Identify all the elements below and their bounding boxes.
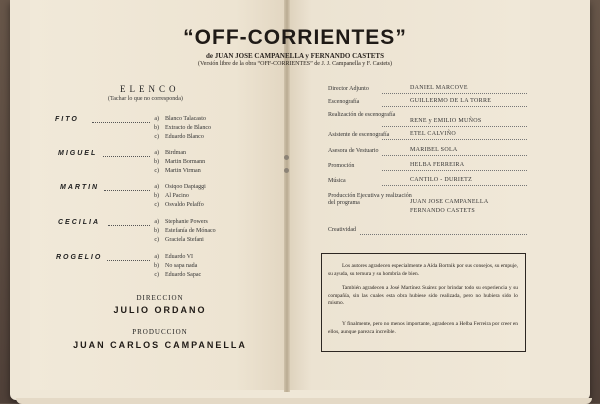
cast-option: a) Stephanie Powers bbox=[154, 219, 208, 225]
credit-name: HELBA FERREIRA bbox=[410, 162, 465, 168]
dotted-leader bbox=[382, 106, 527, 107]
direction-label: DIRECCION bbox=[136, 294, 184, 302]
cast-option: c) Osvaldo Pelaffo bbox=[154, 202, 204, 208]
dotted-leader bbox=[382, 93, 527, 94]
director-name: JULIO ORDANO bbox=[113, 305, 207, 315]
dotted-leader bbox=[382, 170, 527, 171]
credit-role: Creatividad bbox=[328, 227, 356, 233]
credit-role: Asesora de Vestuario bbox=[328, 148, 379, 154]
dotted-leader bbox=[382, 139, 527, 140]
credit-role: Realización de escenografía bbox=[328, 112, 396, 118]
credit-name: GUILLERMO DE LA TORRE bbox=[410, 98, 492, 104]
cast-option: b) Martin Bormann bbox=[154, 159, 206, 165]
credit-role: Producción Ejecutiva y realización del programa bbox=[328, 193, 412, 206]
acknowledgement-paragraph: También agradecen a José Martínez Suárez por brindar todo su experiencia y su compañía, sin las cuales esta obra hubiese sido realizada, pero no hubiera sido lo mismo. bbox=[328, 285, 518, 306]
credit-role: Música bbox=[328, 178, 346, 184]
cast-option: a) Blanco Talacasto bbox=[154, 116, 206, 122]
cast-option: c) Eduardo Sapac bbox=[154, 272, 202, 278]
cast-option: c) Graciela Stefani bbox=[154, 237, 204, 243]
staple bbox=[284, 155, 289, 160]
cast-option: b) Estefanía de Mónaco bbox=[154, 228, 216, 234]
credit-role: Asistente de escenografía bbox=[328, 132, 390, 138]
version-note: (Versión libre de la obra “OFF-CORRIENTES” de J. J. Campanella y F. Castets) bbox=[198, 61, 392, 67]
producer-name: JUAN CARLOS CAMPANELLA bbox=[73, 340, 247, 350]
credit-name: ETEL CALVIÑO bbox=[410, 131, 456, 137]
dotted-leader bbox=[382, 126, 527, 127]
dotted-leader bbox=[92, 122, 150, 123]
dotted-leader bbox=[108, 225, 150, 226]
credit-name: JUAN JOSE CAMPANELLA bbox=[410, 199, 489, 205]
cast-option: a) Eduardo VI bbox=[154, 254, 194, 260]
character-name: FITO bbox=[55, 116, 79, 123]
character-name: CECILIA bbox=[58, 219, 100, 226]
cast-option: a) Osiqoo Dapiaggi bbox=[154, 184, 206, 190]
cast-option: b) No sapa nada bbox=[154, 263, 198, 269]
credit-name: RENE y EMILIO MUÑOS bbox=[410, 118, 482, 124]
staple bbox=[284, 168, 289, 173]
dotted-leader bbox=[104, 190, 150, 191]
production-label: PRODUCCION bbox=[132, 328, 188, 336]
authors-byline: de JUAN JOSE CAMPANELLA y FERNANDO CASTETS bbox=[205, 52, 384, 60]
dotted-leader bbox=[103, 156, 150, 157]
dotted-leader bbox=[382, 185, 527, 186]
program-title: “OFF-CORRIENTES” bbox=[183, 26, 407, 49]
cast-instruction: (Tachar lo que no corresponda) bbox=[108, 96, 183, 102]
character-name: ROGELIO bbox=[56, 254, 103, 261]
cast-option: b) Extracto de Blanco bbox=[154, 125, 211, 131]
acknowledgement-paragraph: Y finalmente, pero no menos importante, agradecen a Helba Ferreira por creer en ellos, aunque parezca increíble. bbox=[328, 321, 518, 335]
cast-option: b) Al Pacino bbox=[154, 193, 189, 199]
character-name: MARTIN bbox=[60, 184, 100, 191]
credit-role: Escenografía bbox=[328, 99, 360, 105]
dotted-leader bbox=[107, 260, 150, 261]
credit-name: CANTILO - DURIETZ bbox=[410, 177, 473, 183]
acknowledgement-paragraph: Los autores agradecen especialmente a Aída Bortnik por sus consejos, su empuje, su ayuda, su ternura y su hombría de bien. bbox=[328, 263, 518, 277]
dotted-leader bbox=[382, 155, 527, 156]
dotted-leader bbox=[360, 234, 527, 235]
credit-role: Promoción bbox=[328, 163, 355, 169]
credit-role: Director Adjunto bbox=[328, 86, 369, 92]
cast-option: c) Martin Virman bbox=[154, 168, 201, 174]
cast-option: a) Birdman bbox=[154, 150, 186, 156]
credit-name: DANIEL MARCOVE bbox=[410, 85, 468, 91]
cast-heading: ELENCO bbox=[120, 84, 180, 94]
character-name: MIGUEL bbox=[58, 150, 98, 157]
credit-name: MARIBEL SOLA bbox=[410, 147, 458, 153]
credit-name: FERNANDO CASTETS bbox=[410, 208, 475, 214]
cast-option: c) Eduardo Blanco bbox=[154, 134, 204, 140]
